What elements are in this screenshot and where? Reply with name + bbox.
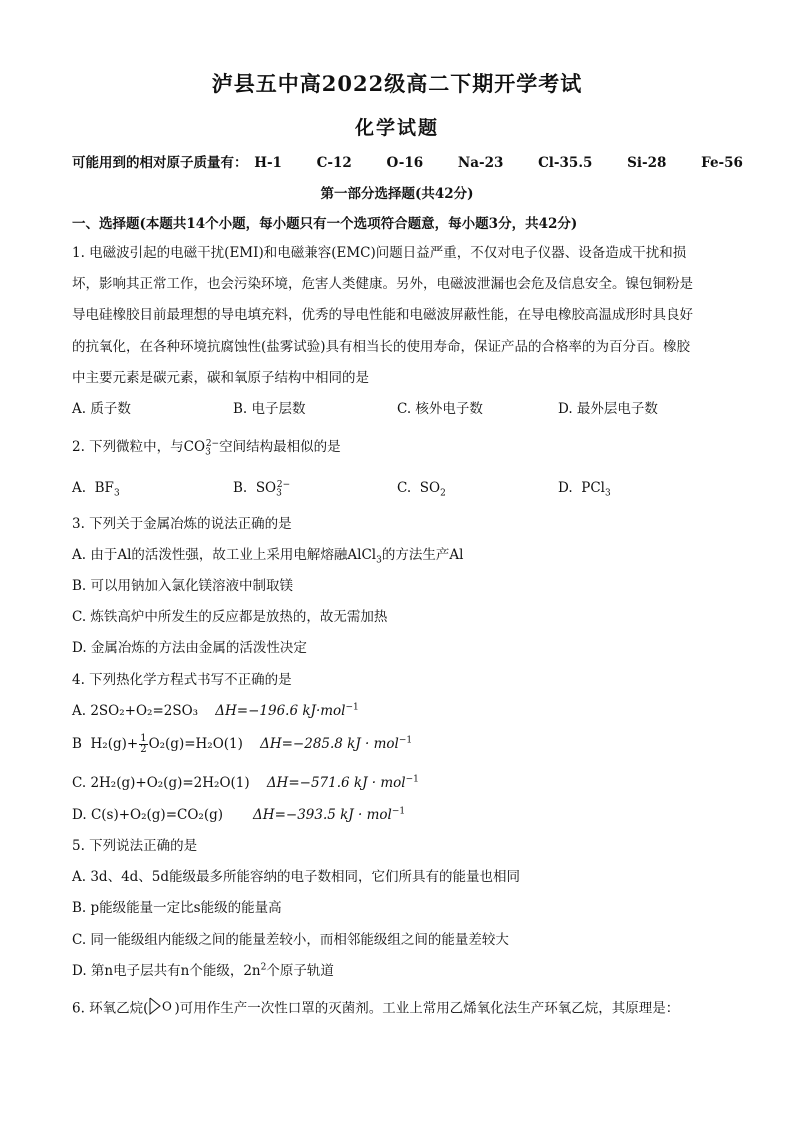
- q5-option-d: [72, 961, 334, 981]
- q1-option-a: A. 质子数: [72, 401, 131, 417]
- exam-title: 泸县五中高2022级高二下期开学考试: [211, 71, 583, 96]
- q2-option-label: D.: [558, 480, 573, 496]
- q1-line: 坏，影响其正常工作，也会污染环境，危害人类健康。另外，电磁波泄漏也会危及信息安全。镍包铜粉是: [72, 276, 693, 292]
- mass-item: Cl-35.5: [538, 155, 593, 171]
- q4-fraction: [139, 734, 147, 755]
- q4-option-label: D.: [72, 807, 91, 823]
- q4-option-b: [72, 734, 412, 755]
- q3-option-a-sub: 3: [376, 555, 382, 566]
- q4-option-a: [72, 701, 359, 721]
- q1-option-d: D. 最外层电子数: [558, 401, 658, 417]
- mass-item: Si-28: [627, 155, 667, 171]
- q4-equation-start: H₂(g)+: [90, 736, 139, 752]
- q4-equation: 2SO₂+O₂=2SO₃: [90, 703, 199, 719]
- q5-option-d-text: D. 第n电子层共有n个能级，2n: [72, 963, 261, 979]
- q2-stem-before: 2. 下列微粒中，与: [72, 439, 184, 455]
- q4-enthalpy: ΔH=−285.8 kJ · mol: [260, 736, 399, 752]
- q1-line: 导电硅橡胶目前最理想的导电填充料，优秀的导电性能和电磁波屏蔽性能，在导电橡胶高温成形时具良好: [72, 307, 693, 323]
- q3-stem: 3. 下列关于金属冶炼的说法正确的是: [72, 516, 292, 532]
- q4-option-c: [72, 773, 419, 793]
- q5-stem: 5. 下列说法正确的是: [72, 838, 198, 854]
- q2-option-label: A.: [72, 480, 87, 496]
- atomic-masses: [72, 151, 743, 171]
- part-heading: 第一部分选择题(共42分): [320, 186, 474, 202]
- q4-enthalpy-exp: −1: [398, 735, 413, 746]
- q4-stem: 4. 下列热化学方程式书写不正确的是: [72, 672, 292, 688]
- q3-option-a: [72, 545, 463, 565]
- q4-fraction-num: 1: [140, 733, 147, 744]
- q2-ion-base: CO: [183, 439, 206, 455]
- q5-option-d-sup: 2: [260, 962, 267, 973]
- q3-option-c: C. 炼铁高炉中所发生的反应都是放热的，故无需加热: [72, 609, 388, 625]
- q2-option-sub: 3: [604, 488, 611, 499]
- q2-ion-sup: 2−: [205, 438, 220, 449]
- q2-option-formula: BF: [94, 480, 114, 496]
- q4-enthalpy-exp: −1: [345, 702, 359, 713]
- q4-equation-end: O₂(g)=H₂O(1): [148, 736, 243, 752]
- mass-item: C-12: [316, 155, 352, 171]
- mass-item: Fe-56: [701, 155, 743, 171]
- q2-stem-after: 空间结构最相似的是: [219, 439, 341, 455]
- q4-option-label: B: [72, 736, 87, 752]
- q4-equation: C(s)+O₂(g)=CO₂(g): [90, 807, 223, 823]
- q2-option-label: C.: [397, 480, 412, 496]
- q2-option-formula: SO: [419, 480, 441, 496]
- q2-ion: [183, 438, 220, 458]
- q5-option-b: B. p能级能量一定比s能级的能量高: [72, 900, 282, 916]
- q4-enthalpy-exp: −1: [391, 806, 406, 817]
- mass-item: H-1: [254, 155, 282, 171]
- q2-option-sub: 3: [113, 488, 120, 499]
- q2-option-sup: 2−: [276, 479, 291, 490]
- q1-line: 1. 电磁波引起的电磁干扰(EMI)和电磁兼容(EMC)问题日益严重，不仅对电子仪器、设备造成干扰和损: [72, 245, 687, 261]
- mass-item: O-16: [386, 155, 424, 171]
- mass-item: Na-23: [457, 155, 504, 171]
- q2-option-formula: PCl: [581, 480, 605, 496]
- q4-option-label: A.: [72, 703, 91, 719]
- atomic-masses-label: 可能用到的相对原子质量有：: [72, 155, 248, 171]
- q2-option-c: [397, 478, 446, 498]
- q6-stem: [72, 997, 679, 1021]
- q2-ion-sub: 3: [205, 447, 211, 458]
- q2-option-sub: 3: [276, 488, 282, 499]
- q2-option-b: [233, 478, 290, 498]
- q5-option-c: C. 同一能级组内能级之间的能量差较小，而相邻能级组之间的能量差较大: [72, 932, 509, 948]
- section-heading: 一、选择题(本题共14个小题，每小题只有一个选项符合题意，每小题3分，共42分): [72, 216, 578, 232]
- q4-option-d: [72, 805, 405, 825]
- ethylene-oxide-structure: [148, 997, 174, 1021]
- q2-option-label: B.: [233, 480, 248, 496]
- q4-enthalpy: ΔH=−571.6 kJ · mol: [266, 775, 406, 791]
- q4-equation: 2H₂(g)+O₂(g)=2H₂O(1): [90, 775, 250, 791]
- q1-option-b: B. 电子层数: [233, 401, 306, 417]
- q4-enthalpy-exp: −1: [405, 774, 419, 785]
- q2-option-formula: SO: [255, 480, 277, 496]
- q2-option-a: [72, 478, 120, 498]
- q1-option-c: C. 核外电子数: [397, 401, 483, 417]
- q6-stem-before: 6. 环氧乙烷(: [72, 1000, 149, 1017]
- q2-stem: [72, 437, 341, 457]
- q5-option-d-text-end: 个原子轨道: [266, 963, 334, 979]
- q6-stem-after: )可用作生产一次性口罩的灭菌剂。工业上常用乙烯氧化法生产环氧乙烷，其原理是：: [174, 1000, 680, 1017]
- ring-oxygen-label: O: [162, 999, 173, 1014]
- q4-enthalpy: ΔH=−196.6 kJ·mol: [215, 703, 346, 719]
- q4-enthalpy: ΔH=−393.5 kJ · mol: [253, 807, 392, 823]
- q3-option-b: B. 可以用钠加入氯化镁溶液中制取镁: [72, 578, 294, 594]
- epoxide-ring-icon: [148, 997, 174, 1015]
- q5-option-a: A. 3d、4d、5d能级最多所能容纳的电子数相同，它们所具有的能量也相同: [72, 869, 521, 885]
- q2-option-sub: 2: [440, 488, 446, 499]
- q2-option-d: [558, 478, 611, 498]
- q4-option-label: C.: [72, 775, 91, 791]
- q3-option-d: D. 金属冶炼的方法由金属的活泼性决定: [72, 640, 307, 656]
- q3-option-a-text: A. 由于Al的活泼性强，故工业上采用电解熔融AlCl: [72, 547, 377, 563]
- q1-line: 中主要元素是碳元素，碳和氧原子结构中相同的是: [72, 370, 369, 386]
- exam-subtitle: 化学试题: [354, 117, 439, 139]
- q4-fraction-den: 2: [140, 744, 147, 755]
- q1-line: 的抗氧化，在各种环境抗腐蚀性(盐雾试验)具有相当长的使用寿命，保证产品的合格率的为百分百。橡胶: [72, 339, 691, 355]
- q3-option-a-text-end: 的方法生产Al: [381, 547, 464, 563]
